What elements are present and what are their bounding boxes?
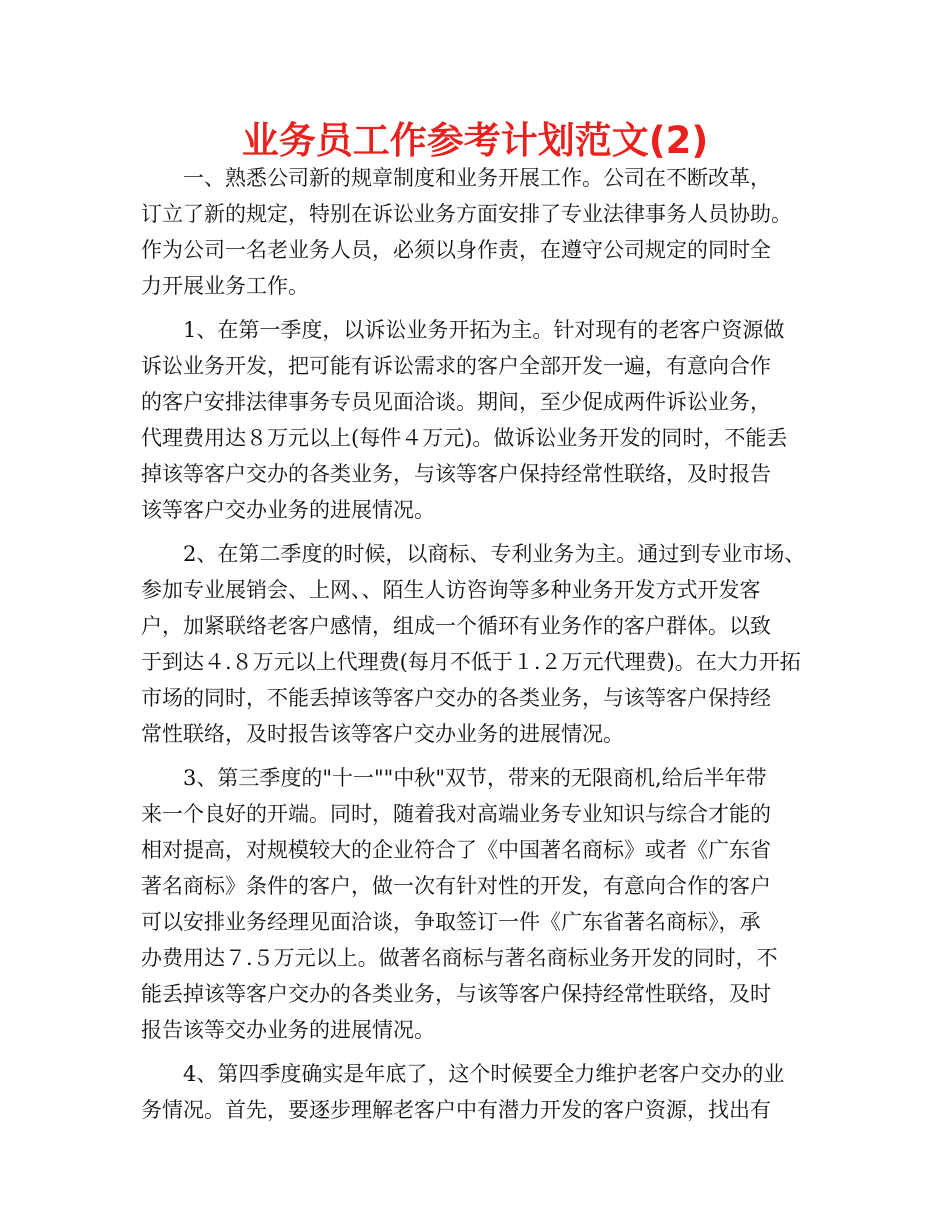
document-body — [141, 160, 813, 1136]
paragraph-line: 参加专业展销会、上网、、陌生人访咨询等多种业务开发方式开发客 — [141, 578, 761, 602]
paragraph-line: 来一个良好的开端。同时，随着我对高端业务专业知识与综合才能的 — [141, 802, 771, 826]
paragraph-line: 户，加紧联络老客户感情，组成一个循环有业务作的客户群体。以致 — [141, 614, 771, 638]
paragraph-line: 可以安排业务经理见面洽谈，争取签订一件《广东省著名商标》，承 — [141, 910, 761, 934]
paragraph-line: 4、第四季度确实是年底了，这个时候要全力维护老客户交办的业 — [183, 1062, 785, 1086]
document-title: 业务员工作参考计划范文(2) — [241, 119, 709, 162]
paragraph-line: 著名商标》条件的客户，做一次有针对性的开发，有意向合作的客户 — [141, 874, 771, 898]
paragraph-line: 2、在第二季度的时候，以商标、专利业务为主。通过到专业市场、 — [183, 542, 806, 566]
paragraph-line: 报告该等交办业务的进展情况。 — [141, 1018, 435, 1042]
paragraph-line: 一、熟悉公司新的规章制度和业务开展工作。公司在不断改革， — [183, 166, 771, 190]
paragraph-line: 相对提高，对规模较大的企业符合了《中国著名商标》或者《广东省 — [141, 838, 771, 862]
paragraph-2 — [141, 312, 813, 528]
paragraph-line: 的客户安排法律事务专员见面洽谈。期间，至少促成两件诉讼业务， — [141, 390, 771, 414]
paragraph-line: 于到达４.８万元以上代理费(每月不低于１.２万元代理费)。在大力开拓 — [141, 650, 801, 674]
paragraph-line: 力开展业务工作。 — [141, 274, 309, 298]
paragraph-line: 常性联络，及时报告该等客户交办业务的进展情况。 — [141, 722, 624, 746]
paragraph-line: 3、第三季度的"十一""中秋"双节，带来的无限商机,给后半年带 — [183, 766, 767, 790]
paragraph-line: 订立了新的规定，特别在诉讼业务方面安排了专业法律事务人员协助。 — [141, 202, 792, 226]
paragraph-line: 1、在第一季度，以诉讼业务开拓为主。针对现有的老客户资源做 — [183, 318, 785, 342]
paragraph-4 — [141, 760, 813, 1048]
paragraph-line: 务情况。首先，要逐步理解老客户中有潜力开发的客户资源，找出有 — [141, 1098, 771, 1122]
paragraph-line: 办费用达７.５万元以上。做著名商标与著名商标业务开发的同时，不 — [141, 946, 778, 970]
paragraph-3 — [141, 536, 813, 752]
paragraph-5 — [141, 1056, 813, 1128]
paragraph-line: 代理费用达８万元以上(每件４万元)。做诉讼业务开发的同时，不能丢 — [141, 426, 788, 450]
paragraph-line: 能丢掉该等客户交办的各类业务，与该等客户保持经常性联络，及时 — [141, 982, 771, 1006]
paragraph-1 — [141, 160, 813, 304]
paragraph-line: 诉讼业务开发，把可能有诉讼需求的客户全部开发一遍，有意向合作 — [141, 354, 771, 378]
paragraph-line: 掉该等客户交办的各类业务，与该等客户保持经常性联络，及时报告 — [141, 462, 771, 486]
paragraph-line: 市场的同时，不能丢掉该等客户交办的各类业务，与该等客户保持经 — [141, 686, 771, 710]
paragraph-line: 作为公司一名老业务人员，必须以身作责，在遵守公司规定的同时全 — [141, 238, 771, 262]
paragraph-line: 该等客户交办业务的进展情况。 — [141, 498, 435, 522]
